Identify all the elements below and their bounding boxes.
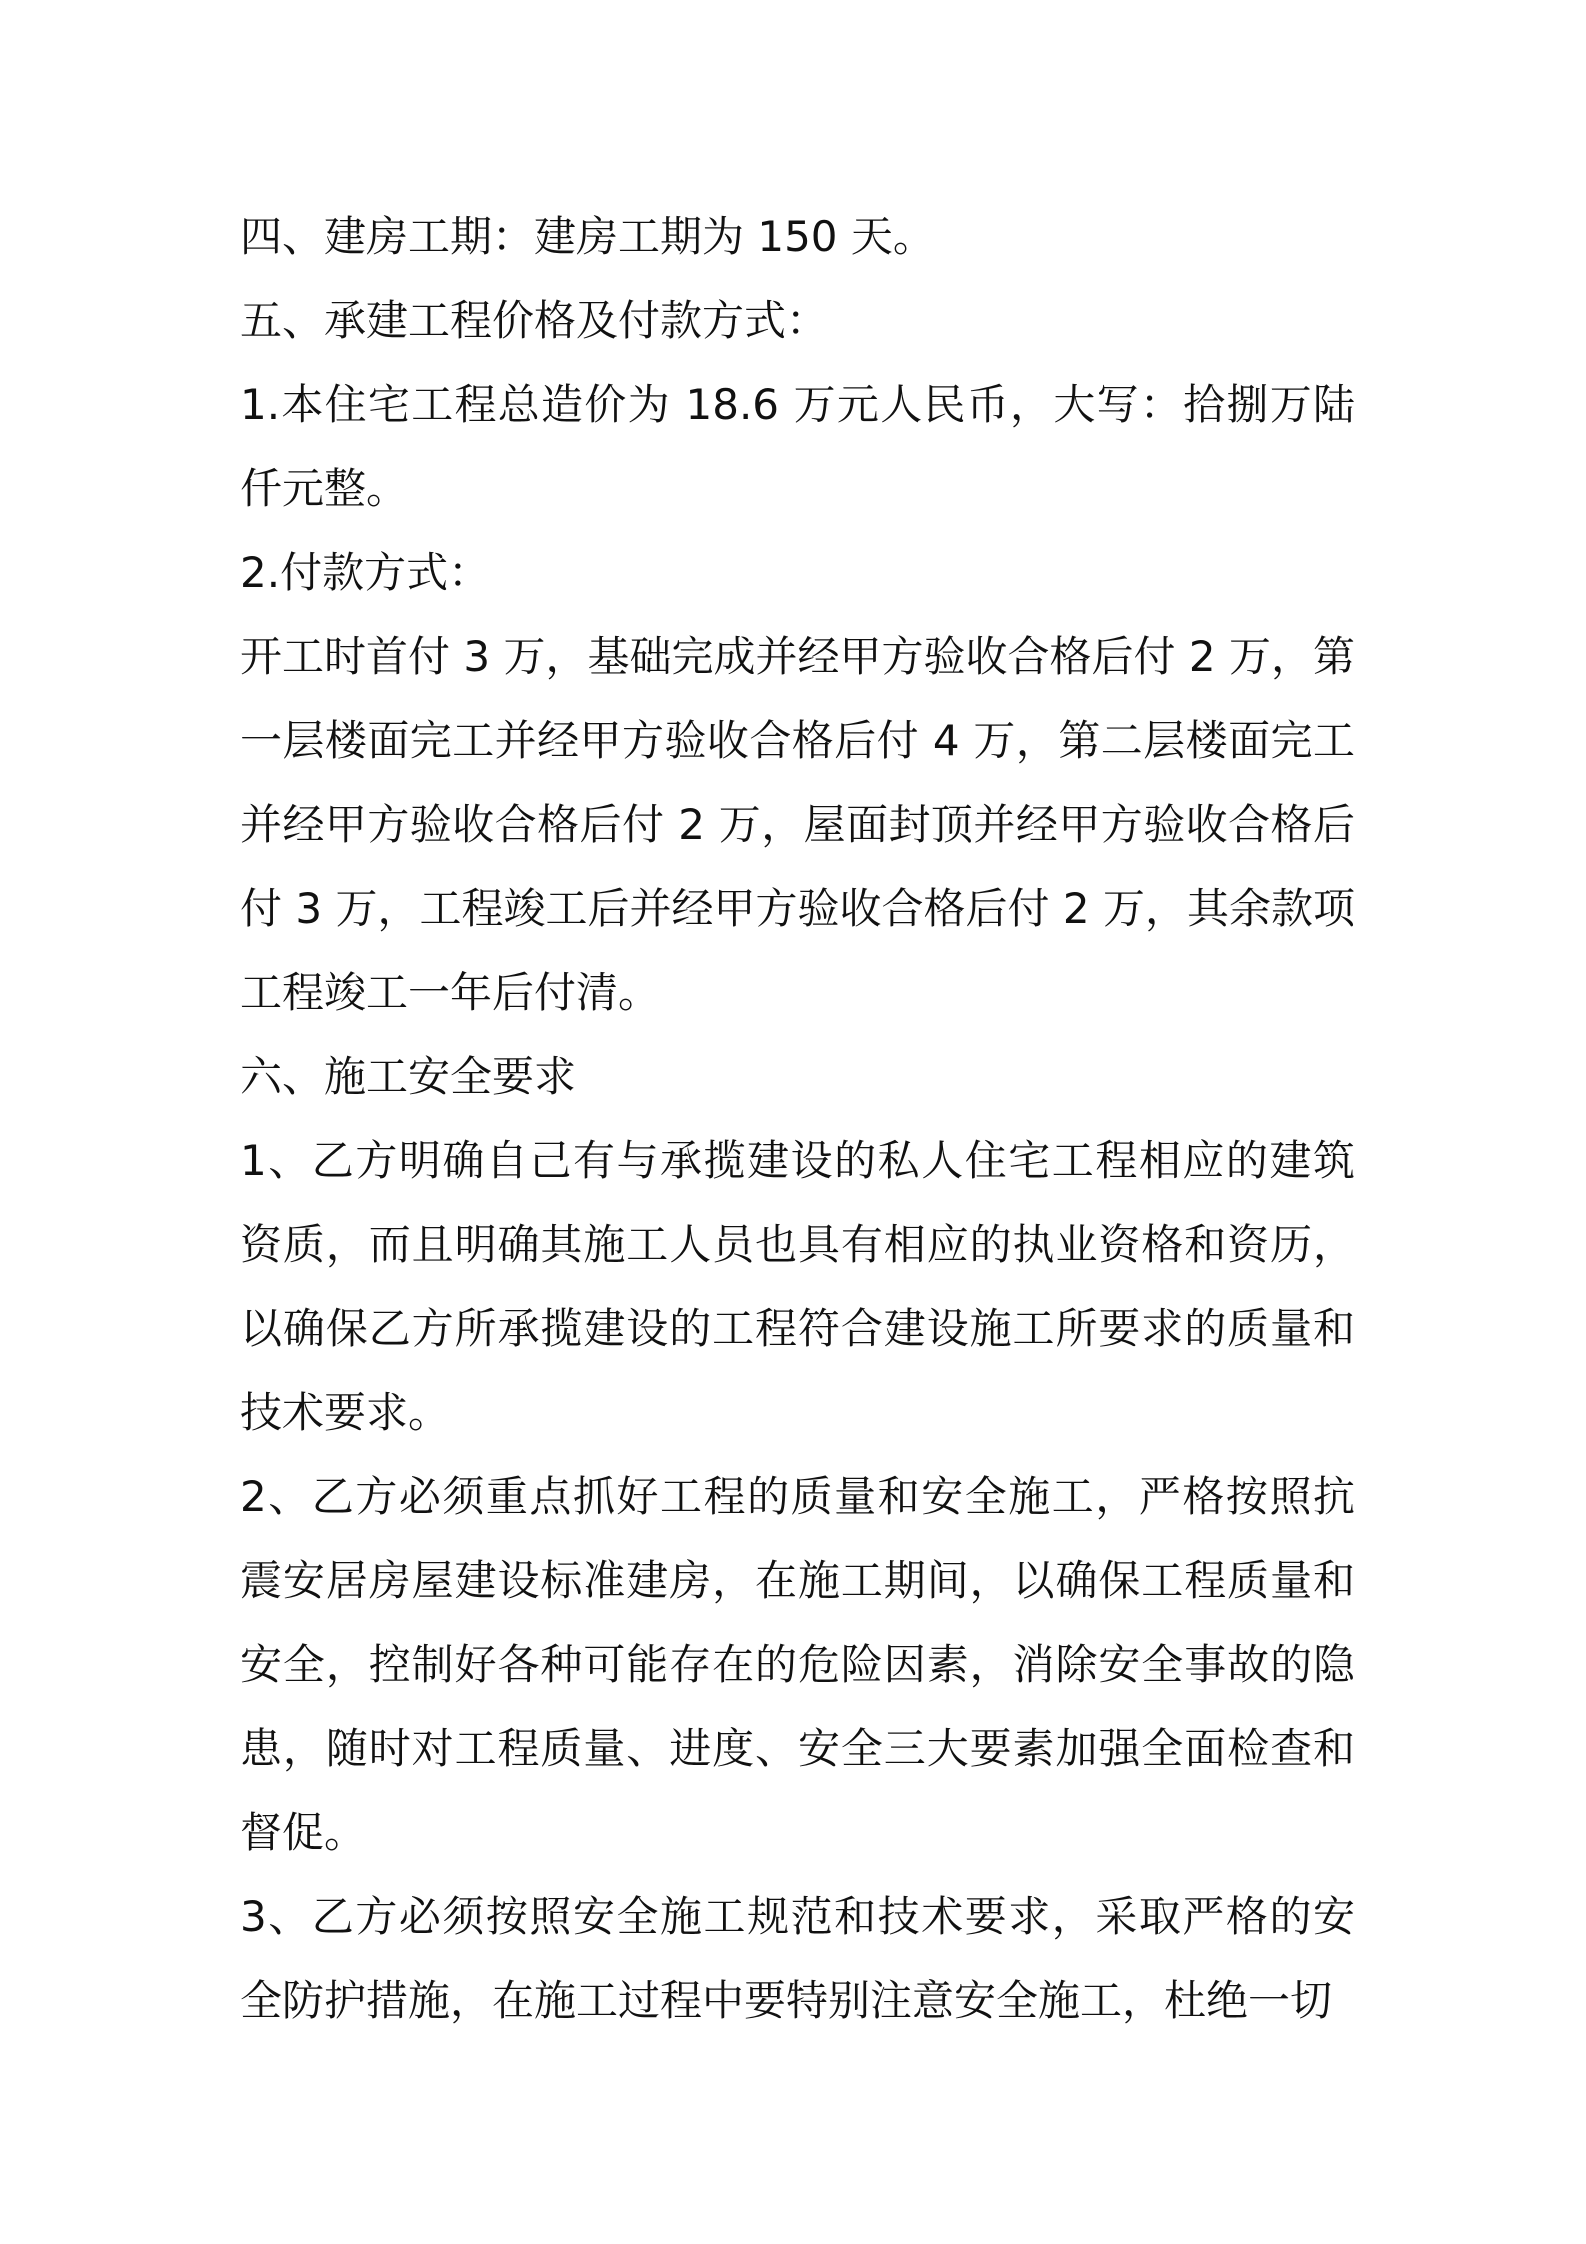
safety-clause-1: 1、乙方明确自己有与承揽建设的私人住宅工程相应的建筑资质，而且明确其施工人员也具有相应的执业资格和资历，以确保乙方所承揽建设的工程符合建设施工所要求的质量和技术要求。 [240, 1136, 1355, 1437]
safety-clause-2: 2、乙方必须重点抓好工程的质量和安全施工，严格按照抗震安居房屋建设标准建房，在施工期间，以确保工程质量和安全，控制好各种可能存在的危险因素，消除安全事故的隐患，随时对工程质量、进度、安全三大要素加强全面检查和督促。 [240, 1472, 1355, 1857]
section-4-construction-period: 四、建房工期：建房工期为 150 天。 [240, 212, 935, 261]
section-5-heading: 五、承建工程价格及付款方式： [240, 296, 829, 345]
document-body [240, 195, 1355, 2043]
safety-clause-3: 3、乙方必须按照安全施工规范和技术要求，采取严格的安全防护措施，在施工过程中要特别注意安全施工，杜绝一切 [240, 1892, 1355, 2025]
section-6-heading: 六、施工安全要求 [240, 1052, 577, 1101]
payment-schedule-clause: 开工时首付 3 万，基础完成并经甲方验收合格后付 2 万，第一层楼面完工并经甲方验收合格后付 4 万，第二层楼面完工并经甲方验收合格后付 2 万，屋面封顶并经甲方验收合格后付 3 万，工程竣工后并经甲方验收合格后付 2 万，其余款项工程竣工一年后付清。 [240, 632, 1355, 1017]
total-cost-clause: 1.本住宅工程总造价为 18.6 万元人民币，大写：拾捌万陆仟元整。 [240, 380, 1355, 513]
payment-method-heading: 2.付款方式： [240, 548, 491, 597]
